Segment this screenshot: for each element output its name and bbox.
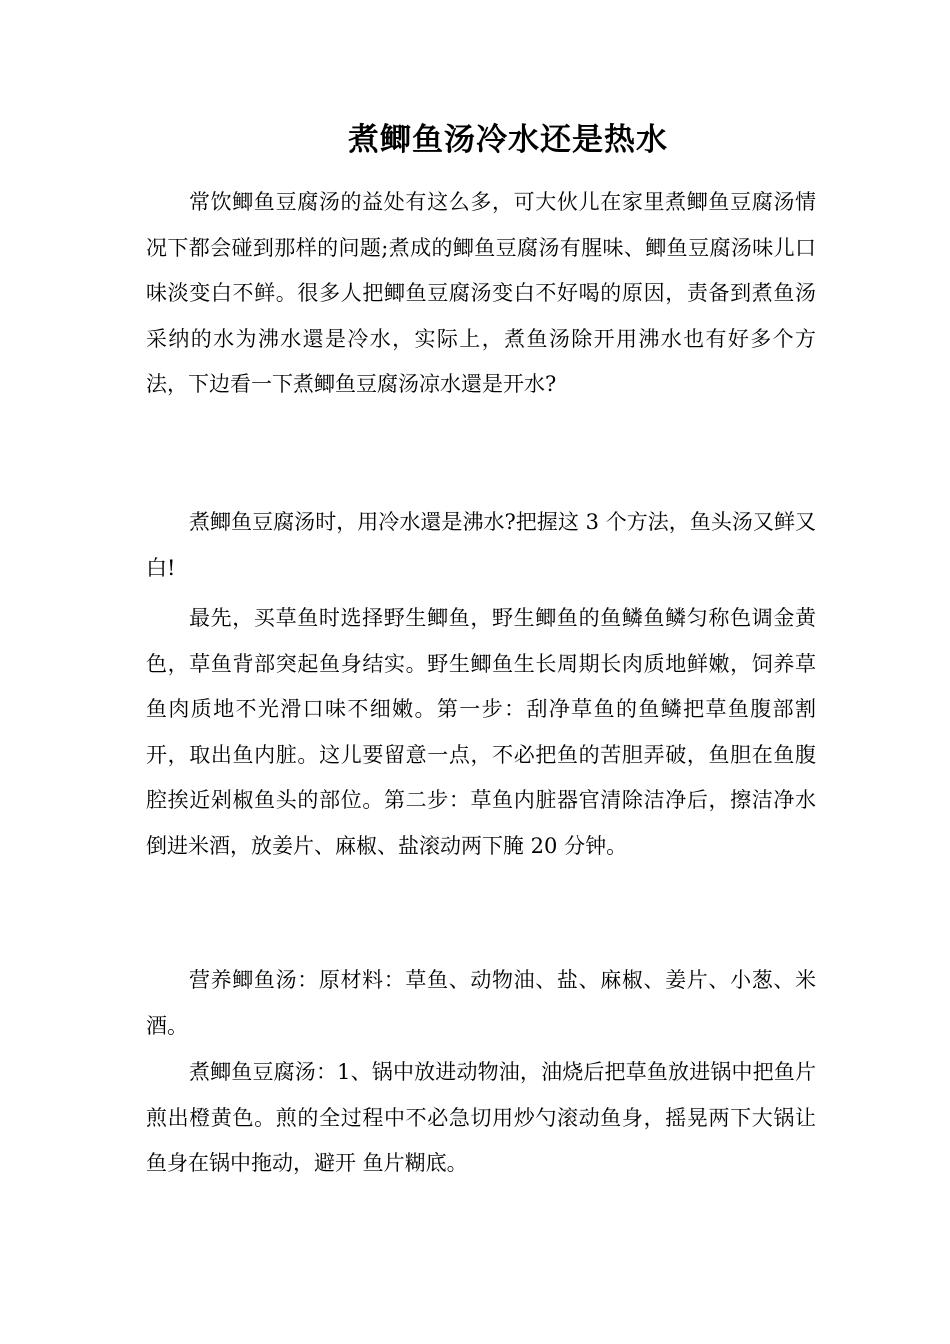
paragraph-ingredients: 营养鲫鱼汤：原材料：草鱼、动物油、盐、麻椒、姜片、小葱、米酒。 bbox=[146, 968, 816, 1038]
paragraph-intro: 常饮鲫鱼豆腐汤的益处有这么多，可大伙儿在家里煮鲫鱼豆腐汤情况下都会碰到那样的问题;煮成的鲫鱼豆腐汤有腥味、鲫鱼豆腐汤味儿口味淡变白不鲜。很多人把鲫鱼豆腐汤变白不好喝的原因，责备到煮鱼汤采纳的水为沸水還是冷水，实际上，煮鱼汤除开用沸水也有好多个方法，下边看一下煮鲫鱼豆腐汤凉水還是开水? bbox=[146, 190, 816, 396]
paragraph-fish-selection: 最先，买草鱼时选择野生鲫鱼，野生鲫鱼的鱼鳞鱼鳞匀称色调金黄色，草鱼背部突起鱼身结实。野生鲫鱼生长周期长肉质地鲜嫩，饲养草鱼肉质地不光滑口味不细嫩。第一步：刮净草鱼的鱼鳞把草鱼腹部割开，取出鱼内脏。这儿要留意一点，不必把鱼的苦胆弄破，鱼胆在鱼腹腔挨近剁椒鱼头的部位。第二步：草鱼内脏器官清除洁净后，擦洁净水倒进米酒，放姜片、麻椒、盐滚动两下腌 20 分钟。 bbox=[146, 606, 816, 858]
document-title: 煮鲫鱼汤冷水还是热水 bbox=[348, 122, 668, 158]
paragraph-question: 煮鲫鱼豆腐汤时，用冷水還是沸水?把握这 3 个方法，鱼头汤又鲜又白! bbox=[146, 510, 816, 580]
paragraph-cooking-step: 煮鲫鱼豆腐汤：1、锅中放进动物油，油烧后把草鱼放进锅中把鱼片煎出橙黄色。煎的全过程中不必急切用炒勺滚动鱼身，摇晃两下大锅让鱼身在锅中拖动，避开 鱼片糊底。 bbox=[146, 1060, 816, 1175]
